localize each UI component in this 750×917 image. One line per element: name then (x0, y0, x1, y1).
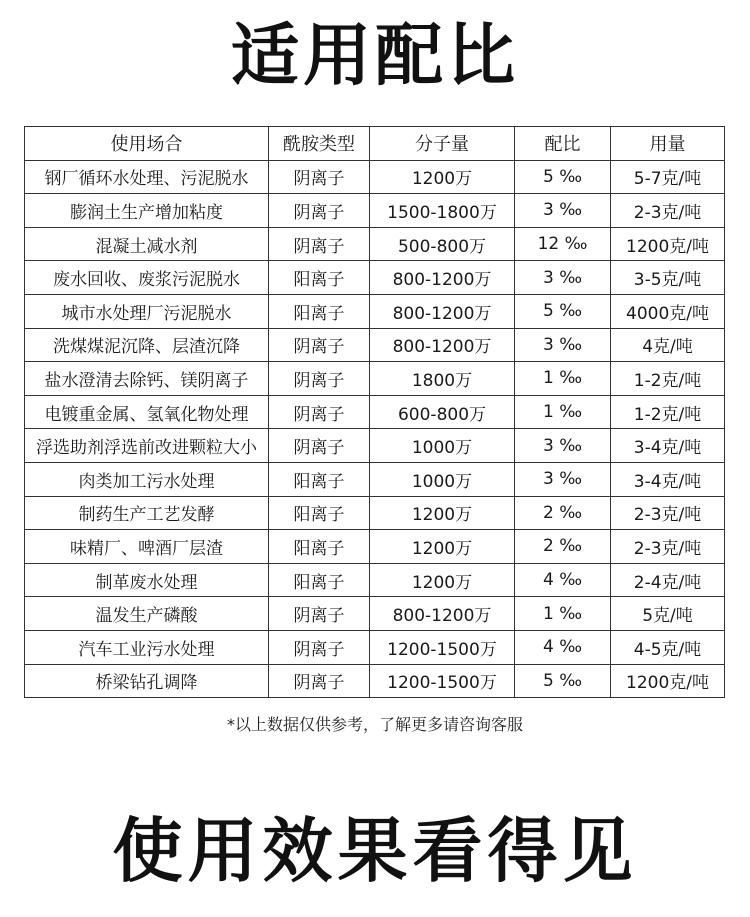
ratio-table (24, 126, 725, 698)
ratio-cell: 2 ‰ (515, 530, 611, 564)
molecular-weight-cell: 1500-1800万 (370, 194, 515, 228)
molecular-weight-cell: 1200万 (370, 496, 515, 530)
type-cell: 阴离子 (269, 227, 370, 261)
application-cell: 肉类加工污水处理 (25, 462, 269, 496)
molecular-weight-cell: 1000万 (370, 429, 515, 463)
column-header-dosage: 用量 (611, 127, 725, 161)
application-cell: 电镀重金属、氢氧化物处理 (25, 395, 269, 429)
molecular-weight-cell: 600-800万 (370, 395, 515, 429)
dosage-cell: 1-2克/吨 (611, 395, 725, 429)
type-cell: 阴离子 (269, 160, 370, 194)
application-cell: 洗煤煤泥沉降、层渣沉降 (25, 328, 269, 362)
table-row (25, 362, 725, 396)
application-cell: 膨润土生产增加粘度 (25, 194, 269, 228)
dosage-cell: 3-4克/吨 (611, 462, 725, 496)
table-row (25, 261, 725, 295)
column-header-type: 酰胺类型 (269, 127, 370, 161)
ratio-cell: 3 ‰ (515, 462, 611, 496)
table-row (25, 530, 725, 564)
table-row (25, 294, 725, 328)
application-cell: 温发生产磷酸 (25, 597, 269, 631)
dosage-cell: 5-7克/吨 (611, 160, 725, 194)
table-row (25, 429, 725, 463)
dosage-cell: 2-3克/吨 (611, 530, 725, 564)
type-cell: 阳离子 (269, 261, 370, 295)
dosage-cell: 2-3克/吨 (611, 496, 725, 530)
molecular-weight-cell: 1200万 (370, 160, 515, 194)
dosage-cell: 4-5克/吨 (611, 630, 725, 664)
dosage-cell: 4克/吨 (611, 328, 725, 362)
table-row (25, 194, 725, 228)
application-cell: 钢厂循环水处理、污泥脱水 (25, 160, 269, 194)
molecular-weight-cell: 800-1200万 (370, 294, 515, 328)
type-cell: 阳离子 (269, 563, 370, 597)
table-row (25, 160, 725, 194)
ratio-cell: 3 ‰ (515, 429, 611, 463)
type-cell: 阴离子 (269, 328, 370, 362)
application-cell: 混凝土减水剂 (25, 227, 269, 261)
molecular-weight-cell: 1200万 (370, 563, 515, 597)
dosage-cell: 4000克/吨 (611, 294, 725, 328)
molecular-weight-cell: 800-1200万 (370, 328, 515, 362)
table-row (25, 563, 725, 597)
ratio-cell: 3 ‰ (515, 261, 611, 295)
ratio-cell: 5 ‰ (515, 294, 611, 328)
type-cell: 阴离子 (269, 194, 370, 228)
ratio-cell: 5 ‰ (515, 160, 611, 194)
ratio-cell: 1 ‰ (515, 597, 611, 631)
ratio-cell: 12 ‰ (515, 227, 611, 261)
table-row (25, 227, 725, 261)
dosage-cell: 2-4克/吨 (611, 563, 725, 597)
ratio-cell: 3 ‰ (515, 328, 611, 362)
application-cell: 制革废水处理 (25, 563, 269, 597)
ratio-cell: 3 ‰ (515, 194, 611, 228)
dosage-cell: 2-3克/吨 (611, 194, 725, 228)
molecular-weight-cell: 1800万 (370, 362, 515, 396)
column-header-application: 使用场合 (25, 127, 269, 161)
type-cell: 阳离子 (269, 496, 370, 530)
application-cell: 废水回收、废浆污泥脱水 (25, 261, 269, 295)
footer-title: 使用效果看得见 (112, 809, 638, 892)
ratio-cell: 2 ‰ (515, 496, 611, 530)
table-row (25, 664, 725, 698)
type-cell: 阳离子 (269, 530, 370, 564)
dosage-cell: 1200克/吨 (611, 227, 725, 261)
molecular-weight-cell: 500-800万 (370, 227, 515, 261)
molecular-weight-cell: 800-1200万 (370, 597, 515, 631)
dosage-cell: 5克/吨 (611, 597, 725, 631)
type-cell: 阴离子 (269, 395, 370, 429)
type-cell: 阴离子 (269, 664, 370, 698)
dosage-cell: 1-2克/吨 (611, 362, 725, 396)
dosage-cell: 1200克/吨 (611, 664, 725, 698)
application-cell: 桥梁钻孔调降 (25, 664, 269, 698)
application-cell: 制药生产工艺发酵 (25, 496, 269, 530)
disclaimer-note: *以上数据仅供参考，了解更多请咨询客服 (226, 715, 523, 734)
ratio-cell: 4 ‰ (515, 630, 611, 664)
table-row (25, 395, 725, 429)
ratio-cell: 5 ‰ (515, 664, 611, 698)
application-cell: 味精厂、啤酒厂层渣 (25, 530, 269, 564)
molecular-weight-cell: 1200-1500万 (370, 664, 515, 698)
type-cell: 阴离子 (269, 429, 370, 463)
molecular-weight-cell: 800-1200万 (370, 261, 515, 295)
application-cell: 浮选助剂浮选前改进颗粒大小 (25, 429, 269, 463)
table-row (25, 597, 725, 631)
type-cell: 阳离子 (269, 294, 370, 328)
application-cell: 城市水处理厂污泥脱水 (25, 294, 269, 328)
dosage-cell: 3-5克/吨 (611, 261, 725, 295)
table-body (25, 160, 725, 698)
molecular-weight-cell: 1200万 (370, 530, 515, 564)
table-row (25, 328, 725, 362)
molecular-weight-cell: 1000万 (370, 462, 515, 496)
table-row (25, 630, 725, 664)
table-header-row (25, 127, 725, 161)
application-cell: 盐水澄清去除钙、镁阴离子 (25, 362, 269, 396)
page-title: 适用配比 (230, 16, 519, 96)
dosage-cell: 3-4克/吨 (611, 429, 725, 463)
type-cell: 阴离子 (269, 597, 370, 631)
ratio-cell: 1 ‰ (515, 395, 611, 429)
table-row (25, 496, 725, 530)
molecular-weight-cell: 1200-1500万 (370, 630, 515, 664)
application-cell: 汽车工业污水处理 (25, 630, 269, 664)
type-cell: 阴离子 (269, 630, 370, 664)
column-header-molecular-weight: 分子量 (370, 127, 515, 161)
type-cell: 阳离子 (269, 462, 370, 496)
ratio-cell: 1 ‰ (515, 362, 611, 396)
ratio-cell: 4 ‰ (515, 563, 611, 597)
column-header-ratio: 配比 (515, 127, 611, 161)
type-cell: 阴离子 (269, 362, 370, 396)
table-row (25, 462, 725, 496)
